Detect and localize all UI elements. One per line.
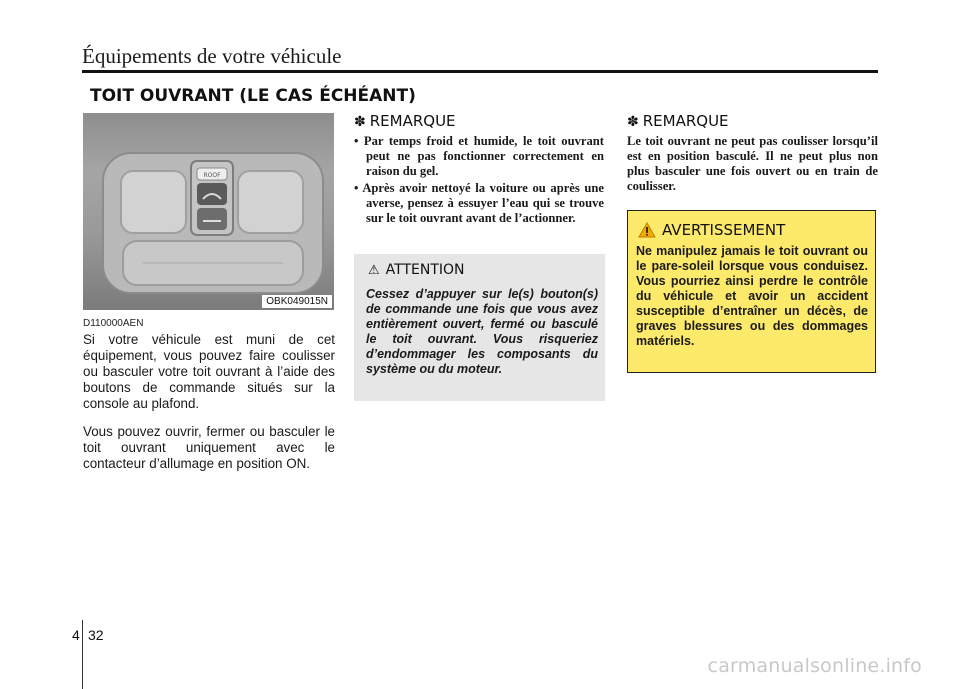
warning-triangle-icon [638, 222, 656, 238]
note-heading [354, 112, 456, 130]
reference-code: D110000AEN [83, 318, 144, 329]
page-number: 32 [88, 627, 104, 643]
caution-triangle-icon: ⚠ [368, 263, 380, 278]
roof-switch-label: ROOF [203, 172, 221, 179]
note-list-item: • Par temps froid et humide, le toit ouvrant peut ne pas fonctionner correctement en raison du gel. [354, 134, 604, 178]
note-title: REMARQUE [369, 112, 456, 130]
header-rule [82, 70, 878, 73]
attention-heading [368, 262, 465, 278]
warning-text: Ne manipulez jamais le toit ouvrant ou le pare-soleil lorsque vous conduisez. Vous pourriez ainsi perdre le contrôle du véhicule et avoir un accident susceptible d’entraîner un décès, de graves blessures ou des dommages matériels. [636, 244, 868, 348]
note-title: REMARQUE [642, 112, 729, 130]
note-text: Le toit ouvrant ne peut pas coulisser lorsqu’il est en position basculé. Il ne peut plus non plus basculer une fois ouvert ou en train de coulisser. [627, 134, 878, 193]
running-header-title: Équipements de votre véhicule [82, 44, 342, 68]
watermark: carmanualsonline.info [707, 655, 922, 677]
note-list [354, 134, 604, 228]
overhead-console-illustration [83, 113, 334, 310]
warning-box [627, 210, 876, 373]
attention-text: Cessez d’appuyer sur le(s) bouton(s) de commande une fois que vous avez entièrement ouvert, fermé ou basculé le toit ouvrant. Vous risqueriez d’endommager les composants du système ou du moteur. [366, 287, 598, 376]
attention-box [354, 254, 605, 401]
footer-divider [82, 620, 83, 689]
asterisk-icon: ✽ [627, 114, 639, 130]
asterisk-icon: ✽ [354, 114, 366, 130]
figure-code: OBK049015N [262, 295, 332, 308]
warning-title: AVERTISSEMENT [662, 221, 786, 239]
attention-title: ATTENTION [385, 262, 465, 278]
overhead-console-photo [83, 113, 334, 310]
section-title: TOIT OUVRANT (LE CAS ÉCHÉANT) [90, 86, 416, 106]
chapter-number: 4 [72, 627, 80, 643]
body-paragraph: Si votre véhicule est muni de cet équipement, vous pouvez faire coulisser ou basculer votre toit ouvrant à l’aide des boutons de commande situés sur la console au plafond. [83, 332, 335, 411]
note-list-item: • Après avoir nettoyé la voiture ou après une averse, pensez à essuyer l’eau qui se trouve sur le toit ouvrant avant de l’actionner. [354, 181, 604, 225]
warning-heading [638, 221, 785, 239]
body-paragraph: Vous pouvez ouvrir, fermer ou basculer le toit ouvrant uniquement avec le contacteur d’allumage en position ON. [83, 424, 335, 471]
note-heading [627, 112, 729, 130]
